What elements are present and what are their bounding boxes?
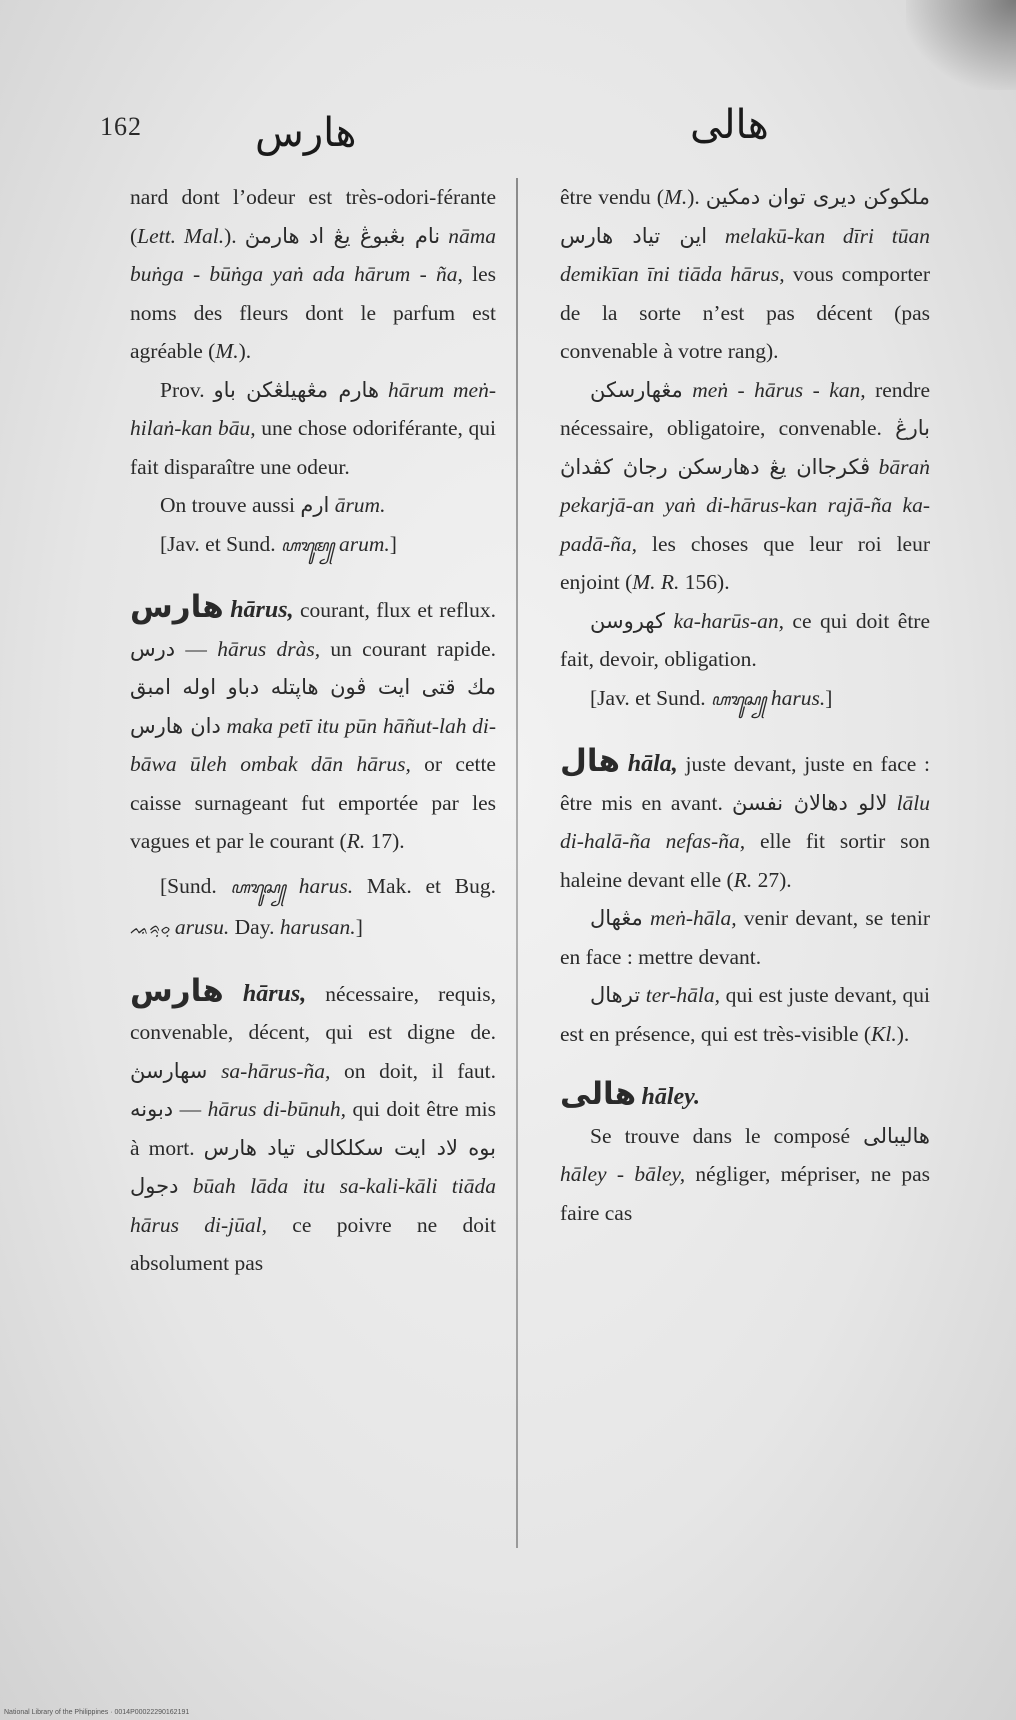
text: 156). (679, 570, 730, 594)
transliteration: hārus di-būnuh, (207, 1097, 347, 1121)
text: ). (687, 185, 706, 209)
entry-harus-2 (130, 972, 496, 1283)
right-paragraph-terhala (560, 976, 930, 1053)
arabic-script: بوه لاد ايت سكلكالى تياد هارس دجول (130, 1135, 496, 1198)
arabic-script: هارم مڠهيلڠكن باو (213, 377, 380, 402)
right-paragraph-keharusan (560, 602, 930, 679)
text: vous comporter de la sorte n’est pas décent (pas convenable à votre rang). (560, 262, 931, 363)
right-paragraph-1 (560, 178, 930, 371)
running-head-left: هارس (255, 110, 357, 156)
left-column (130, 178, 496, 1283)
text: une chose odoriférante, qui fait disparaître une odeur. (130, 416, 496, 479)
entry-harus-1 (130, 588, 496, 861)
text: 17). (365, 829, 405, 853)
transliteration: meṅ-hāla, (650, 906, 737, 930)
transliteration: būah lāda itu sa-kali-kāli tiāda hārus di-jūal, (130, 1174, 496, 1237)
text: les choses que leur roi leur enjoint ( (560, 531, 930, 594)
page-number: 162 (100, 112, 142, 141)
text: courant, flux et reflux. (293, 598, 497, 622)
arabic-script: سهارسڽ (130, 1058, 208, 1083)
text: ). (896, 1021, 910, 1046)
arabic-script: ارم (300, 493, 330, 517)
arabic-script: درس (130, 636, 176, 661)
headword: hāley. (641, 1084, 700, 1110)
right-paragraph-menghala (560, 899, 930, 976)
source-ref: M. (663, 185, 688, 209)
headword-arabic: هال (560, 743, 621, 779)
text: ] (389, 531, 397, 556)
transliteration: hārum meṅ-hilaṅ-kan bāu, (130, 377, 496, 440)
javanese-script: ꦲꦫꦸꦩ꧀ (281, 537, 334, 555)
transliteration: harus. (770, 685, 826, 710)
left-paragraph-3 (130, 486, 496, 525)
running-head-right: هالى (690, 102, 769, 148)
text: un courant rapide. (320, 636, 497, 661)
text: venir devant, se tenir en face : mettre devant. (560, 906, 931, 969)
text: — (173, 1097, 208, 1121)
text: 27). (752, 867, 792, 892)
text: rendre nécessaire, obligatoire, convenable. (560, 377, 931, 440)
text: juste devant, juste en face : être mis en avant. (560, 752, 931, 815)
transliteration: ter-hāla, (645, 983, 720, 1007)
text: Se trouve dans le composé (590, 1123, 864, 1148)
source-ref: M. R. (632, 570, 680, 594)
headword: hārus, (242, 980, 307, 1007)
transliteration: maka petī itu pūn hāñut-lah di-bāwa ūleh ombak dān hārus, (130, 713, 496, 776)
left-paragraph-etymology (130, 525, 496, 567)
transliteration: harusan. (279, 915, 356, 939)
right-column (560, 178, 930, 1232)
transliteration: hāley - bāley, (560, 1162, 686, 1186)
arabic-script: بارڠ ڤكرجاان يڠ دهارسكن رجاڽ كڤداڽ (560, 416, 930, 479)
text: on doit, il faut. (330, 1058, 497, 1083)
right-paragraph-etymology (560, 679, 930, 721)
transliteration: hārus dràs, (217, 636, 321, 661)
text: elle fit sortir son haleine devant elle ( (560, 829, 931, 892)
page-corner-shadow (906, 0, 1016, 90)
transliteration: harus. (298, 873, 354, 898)
arabic-script: ترهال (590, 983, 641, 1007)
bugis-script: ᨕᨑᨘᨔᨘ (130, 921, 170, 938)
entry-harus-1-etymology (130, 867, 496, 950)
transliteration: ārum. (334, 493, 386, 517)
entry-hala (560, 742, 930, 899)
text: qui est juste devant, qui est en présence, qui est très-visible ( (560, 983, 931, 1046)
arabic-script: مڠهارسكن (590, 377, 683, 402)
right-paragraph-compose (560, 1117, 930, 1233)
scan-footer: National Library of the Philippines · 0014P00022290162191 (4, 1709, 190, 1716)
text: — (175, 636, 218, 661)
transliteration: arum. (338, 531, 390, 556)
arabic-script: هاليبالى (863, 1123, 930, 1148)
arabic-script: مڠهال (590, 906, 643, 930)
arabic-script: لالو دهالاڽ نفسڽ (731, 790, 888, 815)
text: ] (825, 685, 833, 710)
text: , les noms des fleurs dont le parfum est agréable ( (130, 262, 496, 363)
javanese-script: ꦲꦫꦸꦱ꧀ (230, 879, 285, 897)
entry-haley (560, 1075, 930, 1117)
transliteration: nāma buṅga - būṅga yaṅ ada hārum - ña (130, 223, 496, 286)
text: ce poivre ne doit absolument pas (130, 1212, 496, 1275)
source-ref: R. (346, 829, 366, 853)
text: On trouve aussi (160, 493, 301, 517)
headword: hāla, (627, 751, 678, 777)
transliteration: lālu di-halā-ña nefas-ña, (560, 790, 931, 853)
arabic-script: دبونه (130, 1097, 174, 1121)
text: ). (238, 339, 252, 363)
javanese-script: ꦲꦫꦸꦱ꧀ (711, 691, 766, 709)
transliteration: ka-harūs-an, (673, 608, 784, 633)
text: qui doit être mis à mort. (130, 1097, 497, 1160)
text: nécessaire, requis, convenable, décent, qui est digne de. (130, 981, 496, 1044)
left-paragraph-proverb (130, 371, 496, 487)
text: or cette caisse surnageant fut emportée par les vagues et par le courant ( (130, 752, 496, 853)
text: Mak. et Bug. (353, 873, 496, 898)
text: ). (224, 223, 245, 248)
arabic-script: ملكوكن ديرى توان دمكين اين تياد هارس (560, 185, 930, 248)
text: [Sund. (160, 873, 231, 898)
transliteration: meṅ - hārus - kan, (692, 377, 866, 402)
source-ref: Kl. (871, 1021, 897, 1046)
text: Prov. (160, 377, 214, 402)
transliteration: sa-hārus-ña, (221, 1058, 331, 1083)
right-paragraph-menghaluskan (560, 371, 930, 602)
source-ref: R. (733, 867, 753, 892)
text: ] (355, 915, 363, 939)
text: [Jav. et Sund. (590, 685, 712, 710)
headword-arabic: هارس (130, 972, 224, 1009)
arabic-script: كهروسن (590, 608, 665, 633)
text: être vendu ( (560, 185, 664, 209)
headword-arabic: هارس (130, 589, 224, 625)
left-paragraph-1 (130, 178, 496, 371)
text: [Jav. et Sund. (160, 531, 282, 556)
arabic-script: مك قتى ايت ڤون هاڽتله دباو اوله امبق دان هارس (130, 675, 496, 738)
arabic-script: نام بڠبوڠ يڠ اد هارمڽ (244, 223, 441, 248)
headword-arabic: هالى (560, 1076, 637, 1112)
text: nard dont l’odeur est très-odori-férante ( (130, 185, 496, 248)
transliteration: melakū-kan dīri tūan demikīan īni tiāda hārus, (560, 223, 931, 286)
source-ref: Lett. Mal. (137, 223, 225, 248)
headword: hārus, (230, 597, 294, 623)
text: Day. (229, 915, 280, 939)
text: négliger, mépriser, ne pas faire cas (560, 1162, 930, 1225)
transliteration: bāraṅ pekarjā-an yaṅ di-hārus-kan rajā-ña ka-padā-ña, (560, 454, 930, 556)
transliteration: arusu. (174, 915, 230, 939)
source-ref: M. (215, 339, 239, 363)
column-divider (516, 178, 518, 1548)
text: ce qui doit être fait, devoir, obligation. (560, 608, 931, 671)
